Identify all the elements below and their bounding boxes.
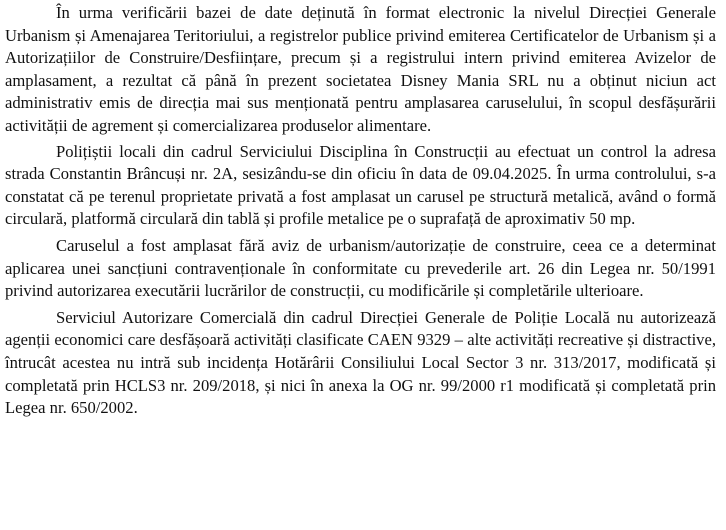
paragraph-authorization: Serviciul Autorizare Comercială din cadrul Direcției Generale de Poliție Locală nu autorizează agenții economici care desfășoară activități clasificate CAEN 9329 – alte activități recreative și distractive, întrucât acestea nu intră sub incidența Hotărârii Consiliului Local Sector 3 nr. 313/2017, modificată și completată prin HCLS3 nr. 209/2018, și nici în anexa la OG nr. 99/2000 r1 modificată și completată prin Legea nr. 650/2002. xyxy=(5,307,716,418)
paragraph-verification: În urma verificării bazei de date deținută în format electronic la nivelul Direcției Generale Urbanism și Amenajarea Teritoriului, a registrelor publice privind emiterea Certificatelor de Urbanism și a Autorizațiilor de Construire/Desființare, precum și a registrului intern privind emiterea Avizelor de amplasament, a rezultat că până în prezent societatea Disney Mania SRL nu a obținut niciun act administrativ emis de direcția mai sus menționată pentru amplasarea caruselului, în scopul desfășurării activității de agrement și comercializarea produselor alimentare. xyxy=(5,3,716,135)
paragraph-control: Polițiștii locali din cadrul Serviciului Disciplina în Construcții au efectuat un control la adresa strada Constantin Brâncuși nr. 2A, sesizându-se din oficiu în data de 09.04.2025. În urma controlului, s-a constatat că pe terenul proprietate privată a fost amplasat un carusel pe structură metalică, având o formă circulară, platformă circulară din tablă și profile metalice pe o suprafață de aproximativ 50 mp. xyxy=(5,141,716,229)
paragraph-sanction: Caruselul a fost amplasat fără aviz de urbanism/autorizație de construire, ceea ce a determinat aplicarea unei sancțiuni contravenționale în conformitate cu prevederile art. 26 din Legea nr. 50/1991 privind autorizarea executării lucrărilor de construcții, cu modificările și completările ulterioare. xyxy=(5,235,716,301)
